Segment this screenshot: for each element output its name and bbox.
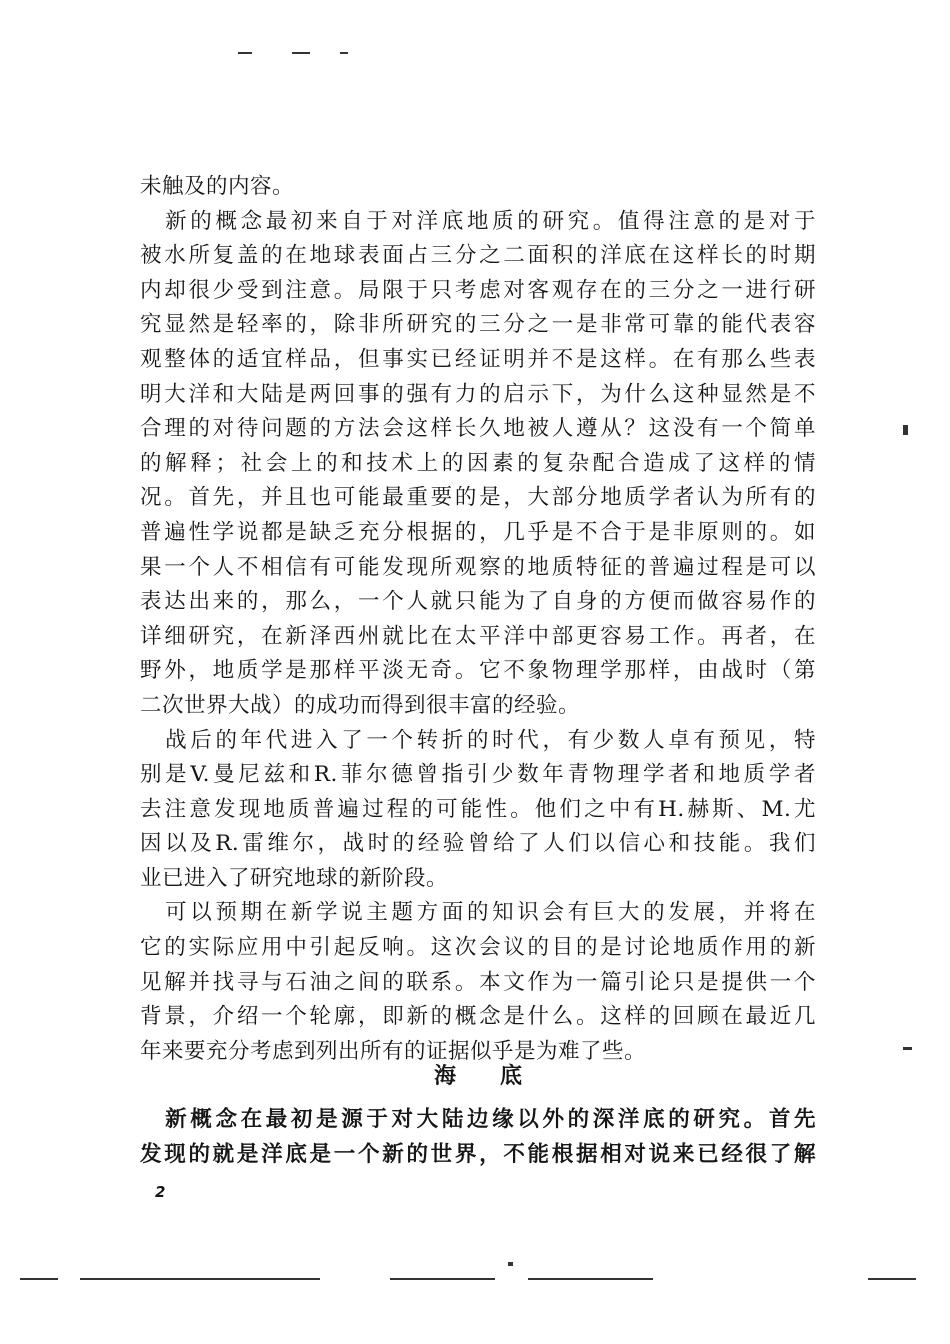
text-line: 内却很少受到注意。局限于只考虑对客观存在的三分之一进行研: [140, 277, 816, 303]
text-line: 究显然是轻率的，除非所研究的三分之一是非常可靠的能代表容: [140, 312, 816, 338]
scan-mark: [508, 1262, 513, 1266]
text-line: 观整体的适宜样品，但事实已经证明并不是这样。在有那么些表: [140, 346, 816, 372]
text-line: 二次世界大战）的成功而得到很丰富的经验。: [140, 692, 581, 718]
text-line: 明大洋和大陆是两回事的强有力的启示下，为什么这种显然是不: [140, 381, 816, 407]
scan-mark: [80, 1278, 320, 1280]
text-line: 野外，地质学是那样平淡无奇。它不象物理学那样，由战时（第: [140, 658, 816, 684]
scan-mark: [528, 1278, 653, 1280]
text-line: 背景，介绍一个轮廓，即新的概念是什么。这样的回顾在最近几: [140, 1004, 816, 1030]
body-text: [140, 170, 816, 1069]
page-number: 2: [155, 1183, 166, 1201]
scan-mark: [20, 1278, 58, 1280]
section-heading: 海底: [433, 1063, 566, 1089]
scan-mark: [903, 425, 908, 435]
text-line: 可以预期在新学说主题方面的知识会有巨大的发展，并将在: [140, 900, 816, 926]
scan-mark: [340, 52, 348, 54]
text-line: 因以及R.雷维尔，战时的经验曾给了人们以信心和技能。我们: [140, 831, 816, 857]
scan-mark: [868, 1278, 916, 1280]
text-line: 详细研究，在新泽西州就比在太平洋中部更容易工作。再者，在: [140, 623, 816, 649]
text-line: 的解释；社会上的和技术上的因素的复杂配合造成了这样的情: [140, 450, 816, 476]
text-line: 发现的就是洋底是一个新的世界，不能根据相对说来已经很了解: [140, 1141, 816, 1167]
text-line: 去注意发现地质普遍过程的可能性。他们之中有H.赫斯、M.尤: [140, 796, 816, 822]
text-line: 年来要充分考虑到列出所有的证据似乎是为难了些。: [140, 1038, 647, 1064]
text-line: 别是V.曼尼兹和R.菲尔德曾指引少数年青物理学者和地质学者: [140, 762, 816, 788]
scan-mark: [903, 1047, 912, 1050]
text-line: 未触及的内容。: [140, 174, 295, 199]
section-body-text: [140, 1103, 816, 1172]
text-line: 战后的年代进入了一个转折的时代，有少数人卓有预见，特: [140, 727, 816, 753]
text-line: 业已进入了研究地球的新阶段。: [140, 865, 449, 891]
scan-mark: [390, 1278, 495, 1280]
text-line: 果一个人不相信有可能发现所观察的地质特征的普遍过程是可以: [140, 554, 816, 580]
text-line: 见解并找寻与石油之间的联系。本文作为一篇引论只是提供一个: [140, 969, 816, 995]
scan-mark: [292, 52, 310, 54]
text-line: 合理的对待问题的方法会这样长久地被人遵从？这没有一个简单: [140, 416, 816, 442]
text-line: 它的实际应用中引起反响。这次会议的目的是讨论地质作用的新: [140, 935, 816, 961]
text-line: 新概念在最初是源于对大陆边缘以外的深洋底的研究。首先: [140, 1107, 816, 1132]
text-line: 表达出来的，那么，一个人就只能为了自身的方便而做容易作的: [140, 589, 816, 615]
text-line: 被水所复盖的在地球表面占三分之二面积的洋底在这样长的时期: [140, 243, 816, 269]
scan-mark: [238, 52, 252, 54]
text-line: 况。首先，并且也可能最重要的是，大部分地质学者认为所有的: [140, 485, 816, 511]
text-line: 普遍性学说都是缺乏充分根据的，几乎是不合于是非原则的。如: [140, 519, 816, 545]
text-line: 新的概念最初来自于对洋底地质的研究。值得注意的是对于: [140, 208, 816, 234]
